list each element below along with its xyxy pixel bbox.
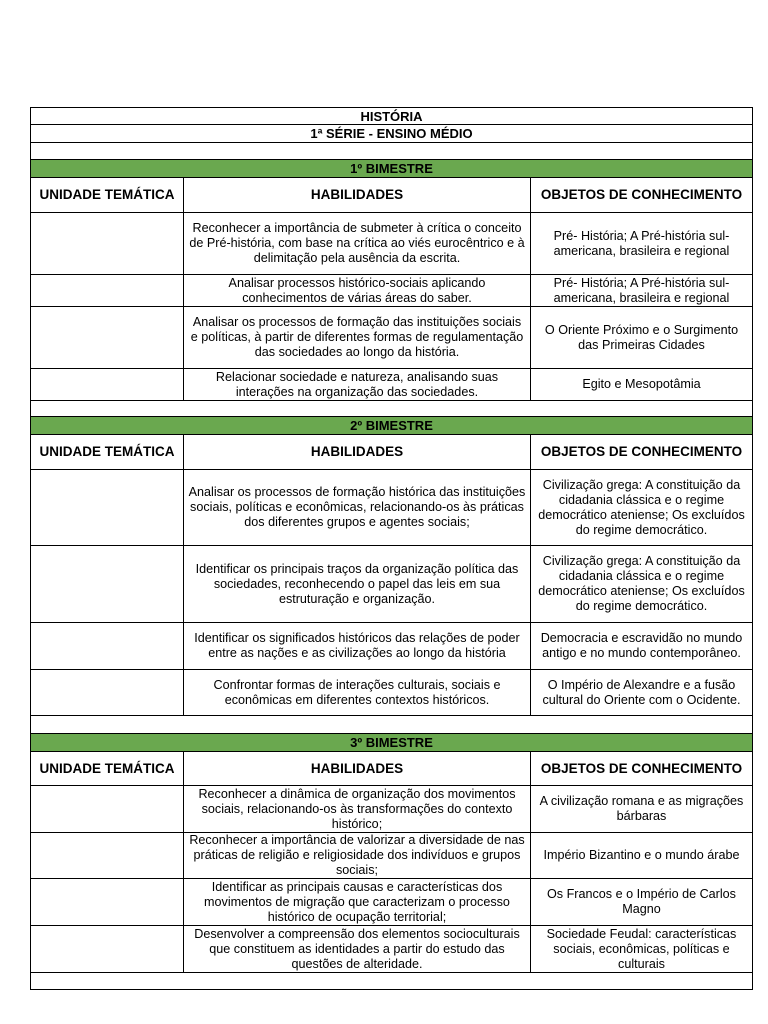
unidade-cell <box>31 470 184 545</box>
bimestre-1-bar <box>30 160 753 178</box>
unidade-cell <box>31 623 184 669</box>
spacer-row <box>30 401 753 417</box>
objeto-cell: Egito e Mesopotâmia <box>582 377 701 391</box>
subtitle-row <box>30 125 753 143</box>
objeto-cell: O Império de Alexandre e a fusão cultural do Oriente com o Ocidente. <box>542 677 741 707</box>
objeto-cell: O Oriente Próximo e o Surgimento das Primeiras Cidades <box>544 322 739 352</box>
table-row <box>30 470 753 546</box>
bimestre-2-label: 2º BIMESTRE <box>350 418 433 433</box>
table-row <box>30 926 753 973</box>
table-row <box>30 833 753 879</box>
objeto-cell: Os Francos e o Império de Carlos Magno <box>547 887 736 916</box>
unidade-cell <box>31 275 184 306</box>
habilidade-cell: Analisar processos histórico-sociais aplicando conhecimentos de várias áreas do saber. <box>184 275 531 306</box>
header-unidade: UNIDADE TEMÁTICA <box>31 752 184 785</box>
header-unidade: UNIDADE TEMÁTICA <box>31 435 184 469</box>
objeto-cell: Império Bizantino e o mundo árabe <box>543 848 740 862</box>
objeto-cell: Sociedade Feudal: características sociais, econômicas, políticas e culturais <box>546 926 737 971</box>
document-subtitle: 1ª SÉRIE - ENSINO MÉDIO <box>310 126 473 141</box>
habilidade-cell: Relacionar sociedade e natureza, analisando suas interações na organização das sociedades. <box>184 369 531 400</box>
objeto-cell: Civilização grega: A constituição da cidadania clássica e o regime democrático ateniense; Os excluídos do regime democrático. <box>538 554 745 613</box>
objeto-cell: Civilização grega: A constituição da cidadania clássica e o regime democrático ateniense; Os excluídos do regime democrático. <box>538 477 745 537</box>
header-unidade: UNIDADE TEMÁTICA <box>31 178 184 212</box>
header-objetos: OBJETOS DE CONHECIMENTO <box>540 444 743 459</box>
table-row <box>30 546 753 623</box>
habilidade-cell: Reconhecer a dinâmica de organização dos movimentos sociais, relacionando-os às transformações do contexto histórico; <box>184 786 531 832</box>
unidade-cell <box>31 670 184 715</box>
spacer-row <box>30 143 753 160</box>
unidade-cell <box>31 879 184 925</box>
table-row <box>30 623 753 670</box>
table-row <box>30 879 753 926</box>
habilidade-cell: Identificar os significados históricos das relações de poder entre as nações e as civilizações ao longo da história <box>184 623 531 669</box>
table-row <box>30 213 753 275</box>
spacer-row <box>30 973 753 990</box>
title-row <box>30 107 753 125</box>
header-row <box>30 752 753 786</box>
habilidade-cell: Analisar os processos de formação histórica das instituições sociais, políticas e econômicas, relacionando-os às práticas dos diferentes grupos e agentes sociais; <box>184 470 531 545</box>
objeto-cell: A civilização romana e as migrações bárbaras <box>539 794 744 823</box>
header-habilidades: HABILIDADES <box>184 435 531 469</box>
objeto-cell: Pré- História; A Pré-história sul-americana, brasileira e regional <box>553 228 730 258</box>
table-row <box>30 307 753 369</box>
habilidade-cell: Confrontar formas de interações culturais, sociais e econômicas em diferentes contextos históricos. <box>184 670 531 715</box>
bimestre-2-bar <box>30 417 753 435</box>
habilidade-cell: Desenvolver a compreensão dos elementos socioculturais que constituem as identidades a partir do estudo das questões de alteridade. <box>184 926 531 972</box>
objeto-cell: Pré- História; A Pré-história sul-americana, brasileira e regional <box>553 275 730 305</box>
header-row <box>30 435 753 470</box>
habilidade-cell: Identificar os principais traços da organização política das sociedades, reconhecendo o papel das leis em sua estruturação e organização. <box>184 546 531 622</box>
unidade-cell <box>31 369 184 400</box>
header-objetos: OBJETOS DE CONHECIMENTO <box>540 760 743 776</box>
bimestre-3-bar <box>30 734 753 752</box>
header-habilidades: HABILIDADES <box>184 752 531 785</box>
table-row <box>30 275 753 307</box>
bimestre-1-label: 1º BIMESTRE <box>350 161 433 176</box>
objeto-cell: Democracia e escravidão no mundo antigo e no mundo contemporâneo. <box>540 631 743 660</box>
table-row <box>30 670 753 716</box>
table-row <box>30 786 753 833</box>
habilidade-cell: Reconhecer a importância de valorizar a diversidade de nas práticas de religião e religiosidade dos indivíduos e grupos sociais; <box>184 833 531 878</box>
curriculum-table <box>30 107 753 990</box>
habilidade-cell: Reconhecer a importância de submeter à crítica o conceito de Pré-história, com base na crítica ao viés eurocêntrico e à delimitação pela ausência da escrita. <box>184 213 531 274</box>
unidade-cell <box>31 833 184 878</box>
header-objetos: OBJETOS DE CONHECIMENTO <box>540 187 743 202</box>
table-row <box>30 369 753 401</box>
unidade-cell <box>31 213 184 274</box>
unidade-cell <box>31 307 184 368</box>
header-row <box>30 178 753 213</box>
spacer-row <box>30 716 753 734</box>
habilidade-cell: Analisar os processos de formação das instituições sociais e políticas, à partir de diferentes formas de regulamentação das sociedades ao longo da história. <box>184 307 531 368</box>
header-habilidades: HABILIDADES <box>184 178 531 212</box>
unidade-cell <box>31 926 184 972</box>
unidade-cell <box>31 786 184 832</box>
bimestre-3-label: 3º BIMESTRE <box>350 735 433 750</box>
habilidade-cell: Identificar as principais causas e características dos movimentos de migração que caracterizam o processo histórico de ocupação territorial; <box>184 879 531 925</box>
document-title: HISTÓRIA <box>360 108 423 124</box>
unidade-cell <box>31 546 184 622</box>
